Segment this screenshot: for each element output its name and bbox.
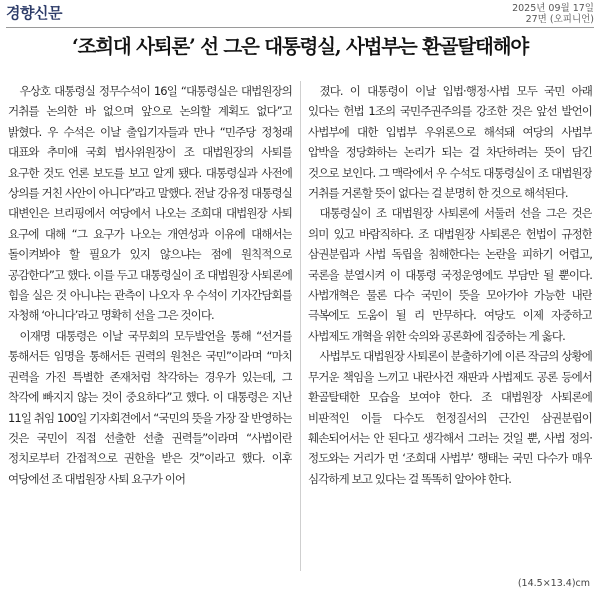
right-column xyxy=(308,81,592,489)
paragraph: 우상호 대통령실 정무수석이 16일 “대통령실은 대법원장의 거취를 논의한 바 없으며 앞으로 논의할 계획도 없다”고 밝혔다. 우 수석은 이날 출입기자들과 만나 “민주당 정청래 대표와 추미애 국회 법사위원장이 조 대법원장의 사퇴를 요구한 것도 언론 보도를 보고 알게 됐다. 대통령실과 사전에 상의를 거친 사안이 아니다”라고 말했다. 전날 강유정 대통령실 대변인은 브리핑에서 여당에서 나오는 조희대 대법원장 사퇴 요구에 대해 “그 요구가 나오는 개연성과 이유에 대해서는 돌이켜봐야 할 필요가 있지 않으냐는 점에 원칙적으로 공감한다”고 했다. 이를 두고 대통령실이 조 대법원장 사퇴론에 힘을 실은 것 아니냐는 관측이 나오자 우 수석이 기자간담회를 자청해 ‘아니다’라고 명확히 선을 그은 것이다. xyxy=(8,84,292,323)
header-rule xyxy=(6,27,594,28)
paragraph: 대통령실이 조 대법원장 사퇴론에 서둘러 선을 그은 것은 의미 있고 바람직하다. 조 대법원장 사퇴론은 헌법이 규정한 삼권분립과 사법 독립을 침해한다는 논란을 피하기 어렵고, 국론을 분열시켜 이 대통령 국정운영에도 부담만 될 뿐이다. 사법개혁은 물론 다수 국민이 뜻을 모아가야 가능한 내란 극복에도 도움이 될 리 만무하다. 여당도 이제 자중하고 사법제도 개혁을 위한 숙의와 공론화에 집중하는 게 옳다. xyxy=(308,206,592,343)
paragraph: 사법부도 대법원장 사퇴론이 분출하기에 이른 작금의 상황에 무거운 책임을 느끼고 내란사건 재판과 사법제도 공론 등에서 환골탈태한 모습을 보여야 한다. 조 대법원장 사퇴론에 비판적인 이들 다수도 헌정질서의 근간인 삼권분립이 훼손되어서는 안 된다고 생각해서 그러는 것일 뿐, 사법 정의·정도와는 거리가 먼 ‘조희대 사법부’ 행태는 국민 다수가 매우 심각하게 보고 있다는 걸 똑똑히 알아야 한다. xyxy=(308,349,592,486)
column-divider xyxy=(300,81,301,571)
left-column xyxy=(8,81,292,489)
publication-meta xyxy=(512,3,594,25)
article-body xyxy=(8,81,594,571)
newspaper-masthead: 경향신문 xyxy=(6,4,62,22)
publication-date: 2025년 09월 17일 xyxy=(512,3,594,14)
page-section: 27면 (오피니언) xyxy=(525,14,594,25)
paragraph: 이재명 대통령은 이날 국무회의 모두발언을 통해 “선거를 통해서든 임명을 통해서든 권력의 원천은 국민”이라며 “마치 권력을 가진 특별한 존재처럼 착각하는 경우가 있는데, 그 착각에 빠지지 않는 것이 중요하다”고 했다. 이 대통령은 지난 11일 취임 100일 기자회견에서 “국민의 뜻을 가장 잘 반영하는 것은 국민이 직접 선출한 선출 권력들”이라며 “사법이란 정치로부터 간접적으로 권한을 받은 것”이라고 했다. 이후 여당에선 조 대법원장 사퇴 요구가 이어 xyxy=(8,328,292,486)
paragraph: 졌다. 이 대통령이 이날 입법·행정·사법 모두 국민 아래 있다는 헌법 1조의 국민주권주의를 강조한 것은 앞선 발언이 사법부에 대한 입법부 우위론으로 해석돼 여당의 사법부 압박을 정당화하는 논리가 되는 걸 차단하려는 뜻이 담긴 것으로 보인다. 그 맥락에서 우 수석도 대통령실이 조 대법원장 거취를 거론할 뜻이 없다는 걸 분명히 한 것으로 해석된다. xyxy=(308,84,592,201)
article-size-note: (14.5×13.4)cm xyxy=(517,578,590,589)
article-headline: ‘조희대 사퇴론’ 선 그은 대통령실, 사법부는 환골탈태해야 xyxy=(72,35,528,58)
